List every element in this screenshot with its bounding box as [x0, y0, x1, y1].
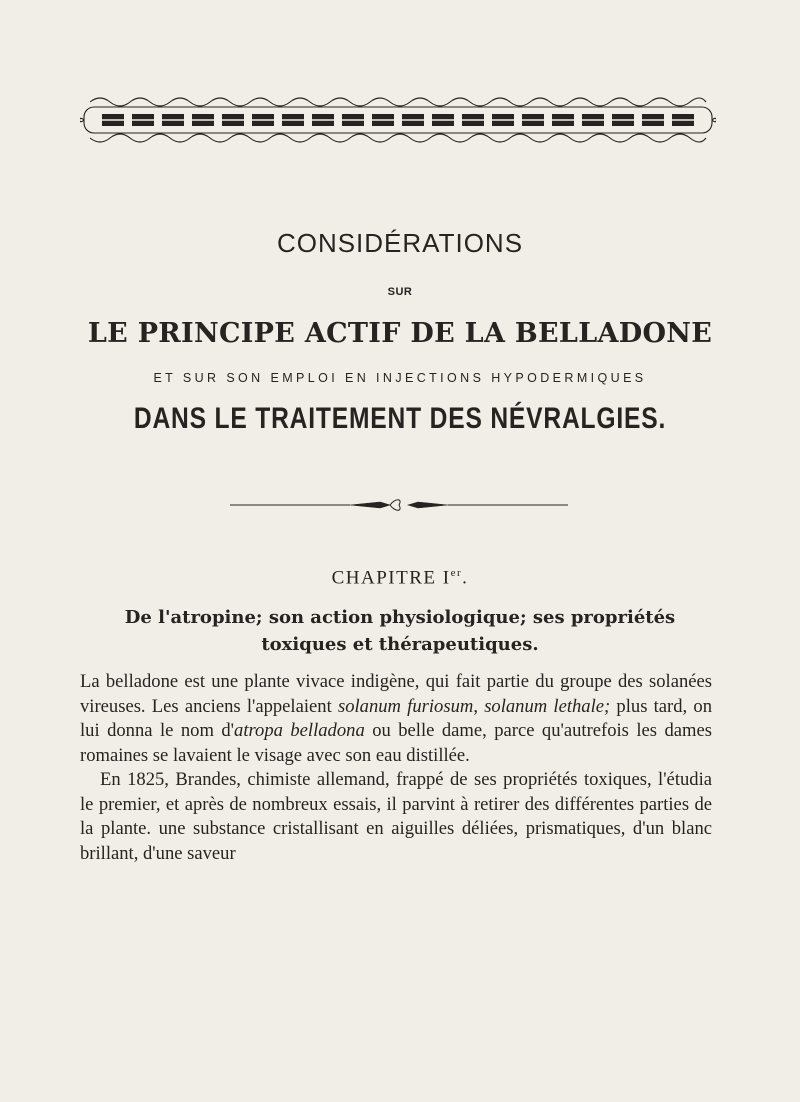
paragraph-1-italic-1: solanum furiosum [337, 695, 474, 717]
subtitle-line-1: De l'atropine; son action physiologique; ses propriétés [124, 607, 676, 628]
chapter-subtitle [0, 604, 800, 658]
paragraph-1-text-b: , [473, 695, 485, 717]
title-emploi-injections: ET SUR SON EMPLOI EN INJECTIONS HYPODERMIQUES [153, 371, 647, 385]
title-considerations: CONSIDÉRATIONS [276, 228, 524, 258]
title-traitement-nevralgies: DANS LE TRAITEMENT DES NÉVRALGIES. [133, 402, 667, 435]
paragraph-1-italic-2: solanum lethale; [484, 695, 611, 717]
subtitle-line-2: toxiques et thérapeutiques. [261, 634, 539, 655]
title-sur: SUR [387, 286, 413, 298]
decorative-rule-icon [230, 498, 568, 512]
decorative-headband-icon [80, 92, 716, 148]
paragraph-2: En 1825, Brandes, chimiste allemand, frappé de ses propriétés toxiques, l'étudia le premier, et après de nombreux essais, il parvint à retirer des différentes parties de la plante. une substance cristallisant en aiguilles déliées, prismatiques, d'un blanc brillant, d'une saveur [80, 769, 712, 864]
title-principe-actif: LE PRINCIPE ACTIF DE LA BELLADONE [87, 318, 713, 349]
paragraph-1-text-d: ou belle dame, parce qu'autrefois les dames romaines se lavaient le visage avec son eau distillée. [80, 720, 712, 766]
chapter-heading [0, 567, 800, 589]
body-text [80, 670, 712, 866]
chapter-period: . [462, 567, 469, 589]
paragraph-1-text-c: plus tard, on lui donna le nom d' [80, 695, 713, 741]
chapter-suffix: er [450, 567, 463, 579]
paragraph-1-text-a: La belladone est une plante vivace indigène, qui fait partie du groupe des solanées vireuses. Les anciens l'appelaient [80, 671, 712, 717]
chapter-label: CHAPITRE I [331, 567, 451, 589]
paragraph-1 [80, 670, 712, 768]
paragraph-1-italic-3: atropa belladona [234, 720, 365, 741]
